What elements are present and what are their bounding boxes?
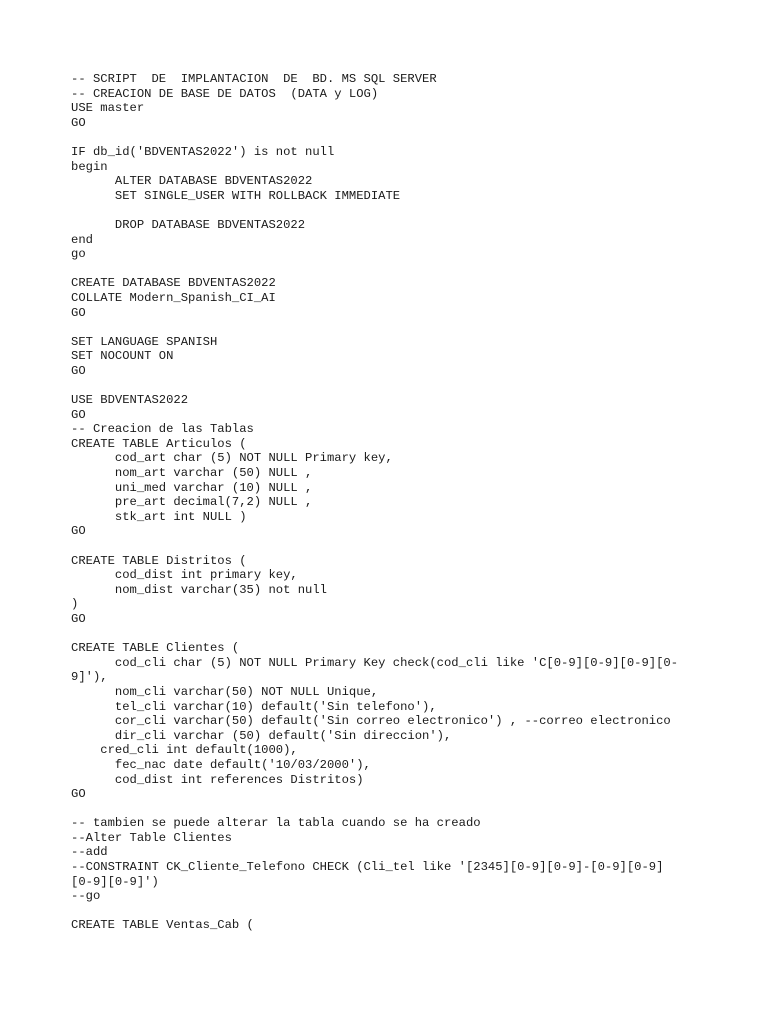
code-line: USE BDVENTAS2022 [71, 393, 189, 408]
code-line: GO [71, 611, 86, 626]
code-line: CREATE TABLE Distritos ( [71, 553, 247, 568]
code-line: CREATE TABLE Clientes ( [71, 641, 240, 656]
code-line: GO [71, 363, 86, 378]
code-line: ) [71, 597, 79, 612]
code-line: GO [71, 407, 86, 422]
code-line: CREATE TABLE Ventas_Cab ( [71, 918, 254, 933]
code-line [71, 904, 711, 919]
code-line [71, 539, 711, 554]
code-line: nom_art varchar (50) NULL , [71, 466, 313, 481]
code-line: cod_dist int references Distritos) [71, 772, 364, 787]
code-line: CREATE TABLE Articulos ( [71, 436, 247, 451]
code-line: SET SINGLE_USER WITH ROLLBACK IMMEDIATE [71, 188, 401, 203]
sql-script-text [71, 72, 711, 933]
code-line: cor_cli varchar(50) default('Sin correo electronico') , --correo electronico [71, 714, 671, 729]
code-line: --Alter Table Clientes [71, 830, 232, 845]
code-line: -- CREACION DE BASE DE DATOS (DATA y LOG) [71, 86, 379, 101]
code-line: --go [71, 889, 101, 904]
code-line: [0-9][0-9]') [71, 874, 159, 889]
code-line: cod_cli char (5) NOT NULL Primary Key check(cod_cli like 'C[0-9][0-9][0-9][0- [71, 655, 679, 670]
code-line: uni_med varchar (10) NULL , [71, 480, 313, 495]
code-line [71, 802, 711, 817]
code-line: GO [71, 787, 86, 802]
code-line: begin [71, 159, 108, 174]
code-line: DROP DATABASE BDVENTAS2022 [71, 217, 306, 232]
code-line [71, 203, 711, 218]
code-line: IF db_id('BDVENTAS2022') is not null [71, 144, 335, 159]
code-line [71, 627, 711, 642]
code-line: --CONSTRAINT CK_Cliente_Telefono CHECK (Cli_tel like '[2345][0-9][0-9]-[0-9][0-9] [71, 860, 664, 875]
code-line: go [71, 247, 86, 262]
code-line: CREATE DATABASE BDVENTAS2022 [71, 276, 276, 291]
code-line [71, 130, 711, 145]
code-line: SET NOCOUNT ON [71, 349, 174, 364]
code-line: -- tambien se puede alterar la tabla cuando se ha creado [71, 816, 481, 831]
code-line: dir_cli varchar (50) default('Sin direccion'), [71, 728, 452, 743]
code-line: SET LANGUAGE SPANISH [71, 334, 218, 349]
code-line: cred_cli int default(1000), [71, 743, 298, 758]
code-line: 9]'), [71, 670, 108, 685]
code-line [71, 378, 711, 393]
code-line: stk_art int NULL ) [71, 509, 247, 524]
code-line: pre_art decimal(7,2) NULL , [71, 495, 313, 510]
code-line: --add [71, 845, 108, 860]
code-line: end [71, 232, 93, 247]
code-line: ALTER DATABASE BDVENTAS2022 [71, 174, 313, 189]
code-line [71, 320, 711, 335]
code-line: fec_nac date default('10/03/2000'), [71, 757, 371, 772]
code-line [71, 262, 711, 277]
code-line: -- Creacion de las Tablas [71, 422, 254, 437]
code-line: cod_art char (5) NOT NULL Primary key, [71, 451, 393, 466]
code-line: USE master [71, 101, 145, 116]
code-line: nom_dist varchar(35) not null [71, 582, 327, 597]
code-line: -- SCRIPT DE IMPLANTACION DE BD. MS SQL SERVER [71, 72, 437, 86]
code-line: COLLATE Modern_Spanish_CI_AI [71, 290, 276, 305]
code-line: nom_cli varchar(50) NOT NULL Unique, [71, 684, 379, 699]
code-line: GO [71, 305, 86, 320]
code-line: GO [71, 524, 86, 539]
code-line: GO [71, 115, 86, 130]
code-line: cod_dist int primary key, [71, 568, 298, 583]
code-line: tel_cli varchar(10) default('Sin telefono'), [71, 699, 437, 714]
